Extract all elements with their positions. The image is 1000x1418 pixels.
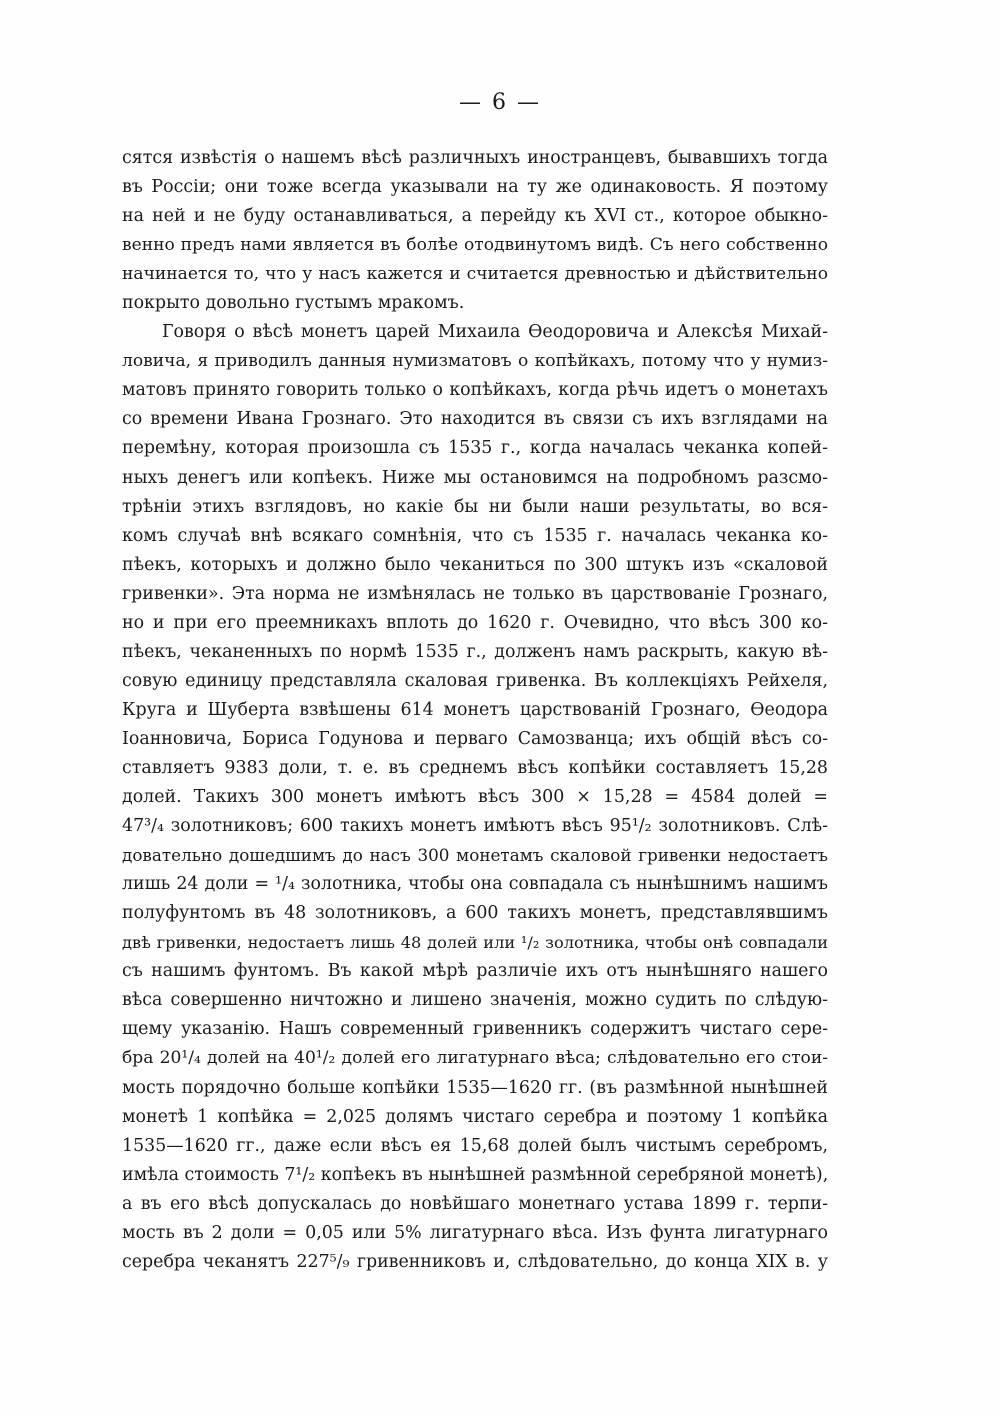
paragraph-first-line: Говоря о вѣсѣ монетъ царей Михаила Ѳеодоровича и Алексѣя Михай- bbox=[162, 322, 828, 343]
text-line: но и при его преемникахъ вплоть до 1620 г. Очевидно, что вѣсъ 300 ко- bbox=[122, 612, 828, 633]
text-line: пѣекъ, чеканенныхъ по нормѣ 1535 г., долженъ намъ раскрыть, какую вѣ- bbox=[122, 641, 828, 662]
text-line: въ Россіи; они тоже всегда указывали на ту же одинаковость. Я поэтому bbox=[122, 177, 828, 198]
text-line: лишь 24 доли = ¹/₄ золотника, чтобы она совпадала съ нынѣшнимъ нашимъ bbox=[122, 874, 828, 895]
text-line: ныхъ денегъ или копѣекъ. Ниже мы остановимся на подробномъ разсмо- bbox=[122, 467, 828, 488]
page-number: — 6 — bbox=[459, 90, 541, 115]
text-line: монетѣ 1 копѣйка = 2,025 долямъ чистаго серебра и поэтому 1 копѣйка bbox=[122, 1106, 828, 1127]
text-line: ловича, я приводилъ данныя нумизматовъ о копѣйкахъ, потому что у нумиз- bbox=[122, 351, 828, 372]
text-line: имѣла стоимость 7¹/₂ копѣекъ въ нынѣшней размѣнной серебряной монетѣ), bbox=[122, 1164, 828, 1185]
text-line: щему указанію. Нашъ современный гривенникъ содержитъ чистаго сере- bbox=[122, 1019, 828, 1040]
body-text bbox=[122, 144, 828, 1277]
text-line: со времени Ивана Грознаго. Это находится въ связи съ ихъ взглядами на bbox=[122, 409, 828, 430]
text-line: Круга и Шуберта взвѣшены 614 монетъ царствованій Грознаго, Ѳеодора bbox=[122, 699, 828, 720]
text-line: трѣніи этихъ взглядовъ, но какіе бы ни были наши результаты, во вся- bbox=[122, 496, 828, 517]
text-line: довательно дошедшимъ до насъ 300 монетамъ скаловой гривенки недостаетъ bbox=[122, 845, 828, 866]
text-line: мость порядочно больше копѣйки 1535—1620 гг. (въ размѣнной нынѣшней bbox=[122, 1077, 828, 1098]
text-line: полуфунтомъ въ 48 золотниковъ, а 600 такихъ монетъ, представлявшимъ bbox=[122, 903, 828, 924]
text-line: перемѣну, которая произошла съ 1535 г., когда началась чеканка копей- bbox=[122, 438, 828, 459]
text-line: 1535—1620 гг., даже если вѣсъ ея 15,68 долей былъ чистымъ серебромъ, bbox=[122, 1135, 828, 1156]
text-line: мость въ 2 доли = 0,05 или 5% лигатурнаго вѣса. Изъ фунта лигатурнаго bbox=[122, 1222, 828, 1243]
text-line: 47³/₄ золотниковъ; 600 такихъ монетъ имѣютъ вѣсъ 95¹/₂ золотниковъ. Слѣ- bbox=[122, 816, 828, 837]
text-line: пѣекъ, которыхъ и должно было чеканиться по 300 штукъ изъ «скаловой bbox=[122, 554, 828, 575]
text-line: матовъ принято говорить только о копѣйкахъ, когда рѣчь идетъ о монетахъ bbox=[122, 380, 828, 401]
text-line: покрыто довольно густымъ мракомъ. bbox=[122, 293, 465, 314]
text-line: совую единицу представляла скаловая гривенка. Въ коллекціяхъ Рейхеля, bbox=[122, 670, 828, 691]
text-line: комъ случаѣ внѣ всякаго сомнѣнія, что съ 1535 г. началась чеканка ко- bbox=[122, 525, 828, 546]
text-line: а въ его вѣсѣ допускалась до новѣйшаго монетнаго устава 1899 г. терпи- bbox=[122, 1193, 828, 1214]
text-line: Іоанновича, Бориса Годунова и перваго Самозванца; ихъ общій вѣсъ со- bbox=[122, 728, 828, 749]
text-line: венно предъ нами является въ болѣе отодвинутомъ видѣ. Съ него собственно bbox=[122, 235, 828, 256]
text-line: начинается то, что у насъ кажется и считается древностью и дѣйствительно bbox=[122, 264, 828, 285]
text-line: сятся извѣстія о нашемъ вѣсѣ различныхъ иностранцевъ, бывавшихъ тогда bbox=[122, 148, 828, 168]
text-line: гривенки». Эта норма не измѣнялась не только въ царствованіе Грознаго, bbox=[122, 583, 828, 604]
text-line: на ней и не буду останавливаться, а перейду къ XVI ст., которое обыкно- bbox=[122, 206, 828, 227]
text-line: долей. Такихъ 300 монетъ имѣютъ вѣсъ 300 × 15,28 = 4584 долей = bbox=[122, 787, 828, 808]
text-line: вѣса совершенно ничтожно и лишено значенія, можно судить по слѣдую- bbox=[122, 990, 828, 1011]
text-line: ставляетъ 9383 доли, т. е. въ среднемъ вѣсъ копѣйки составляетъ 15,28 bbox=[122, 757, 828, 778]
text-line: серебра чеканятъ 227⁵/₉ гривенниковъ и, слѣдовательно, до конца XIX в. у bbox=[122, 1251, 828, 1272]
text-line: съ нашимъ фунтомъ. Въ какой мѣрѣ различіе ихъ отъ нынѣшняго нашего bbox=[122, 961, 828, 982]
text-line: двѣ гривенки, недостаетъ лишь 48 долей или ¹/₂ золотника, чтобы онѣ совпадали bbox=[122, 933, 828, 953]
text-line: бра 20¹/₄ долей на 40¹/₂ долей его лигатурнаго вѣса; слѣдовательно его стои- bbox=[122, 1048, 828, 1069]
